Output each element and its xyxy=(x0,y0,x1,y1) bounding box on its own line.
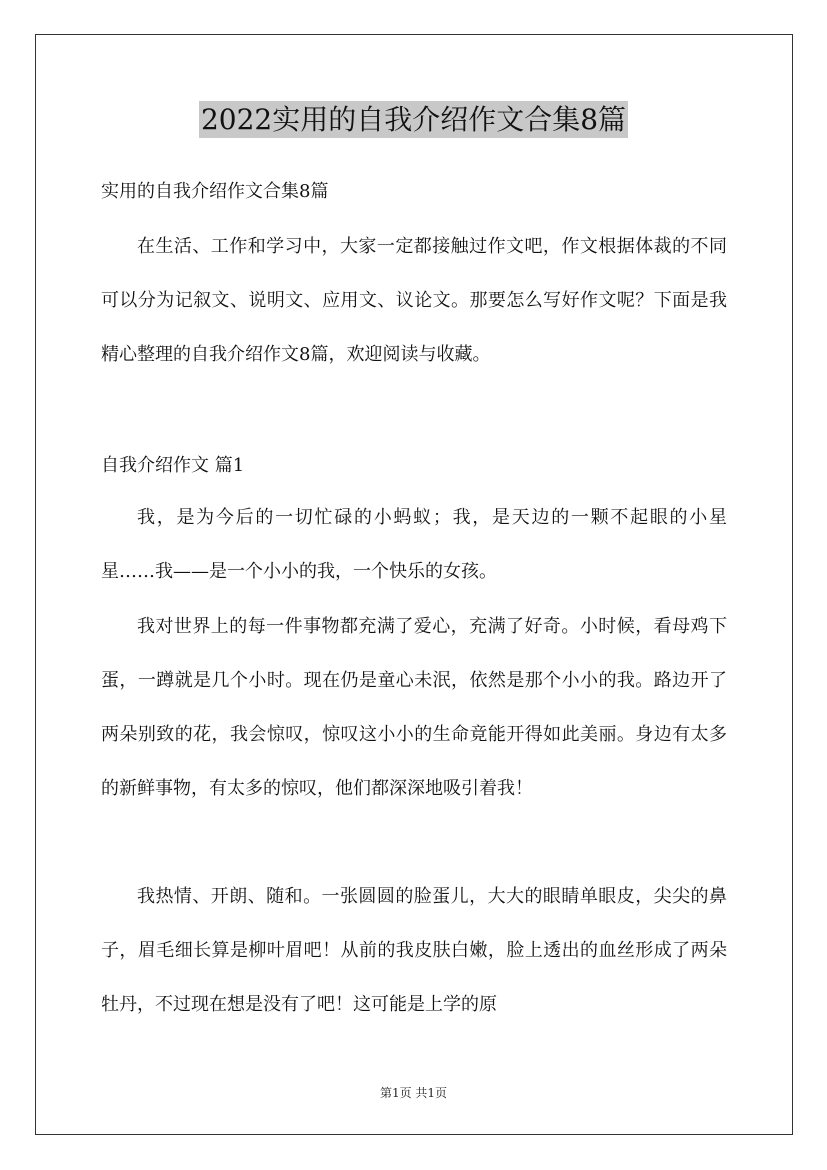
document-title-wrap xyxy=(0,100,827,140)
body-paragraph-2: 我对世界上的每一件事物都充满了爱心，充满了好奇。小时候，看母鸡下蛋，一蹲就是几个小时。现在仍是童心未泯，依然是那个小小的我。路边开了两朵别致的花，我会惊叹，惊叹这小小的生命竟能开得如此美丽。身边有太多的新鲜事物，有太多的惊叹，他们都深深地吸引着我！ xyxy=(101,616,727,799)
document-subtitle: 实用的自我介绍作文合集8篇 xyxy=(101,181,329,202)
section-heading: 自我介绍作文 篇1 xyxy=(101,455,245,476)
intro-paragraph: 在生活、工作和学习中，大家一定都接触过作文吧，作文根据体裁的不同可以分为记叙文、说明文、应用文、议论文。那要怎么写好作文呢？下面是我精心整理的自我介绍作文8篇，欢迎阅读与收藏。 xyxy=(101,236,727,365)
body-paragraph-1: 我，是为今后的一切忙碌的小蚂蚁；我，是天边的一颗不起眼的小星星……我——是一个小小的我，一个快乐的女孩。 xyxy=(101,507,727,582)
document-title: 2022实用的自我介绍作文合集8篇 xyxy=(200,103,627,136)
body-paragraph-3: 我热情、开朗、随和。一张圆圆的脸蛋儿，大大的眼睛单眼皮，尖尖的鼻子，眉毛细长算是柳叶眉吧！从前的我皮肤白嫩，脸上透出的血丝形成了两朵牡丹，不过现在想是没有了吧！这可能是上学的原 xyxy=(101,886,727,1015)
page-footer: 第1页 共1页 xyxy=(379,1086,448,1100)
